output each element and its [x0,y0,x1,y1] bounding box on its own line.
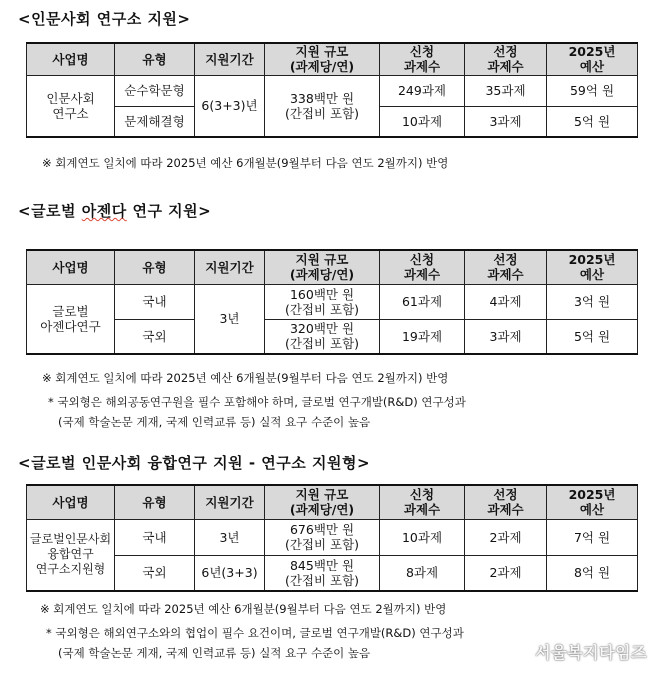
section2-note-3: (국제 학술논문 게재, 국제 인력교류 등) 실적 요구 수준이 높음 [58,415,371,429]
type-cell: 국외 [115,319,195,354]
type-cell: 국내 [115,284,195,319]
type-cell: 문제해결형 [115,106,195,137]
header-period: 지원기간 [195,485,265,519]
header-applied: 신청 과제수 [380,43,465,75]
period-cell: 6년(3+3) [195,555,265,591]
section2-note-2: * 국외형은 해외공동연구원을 필수 포함해야 하며, 글로벌 연구개발(R&D) 연구성과 [48,395,466,409]
table-header-row [27,485,638,519]
selected-cell: 2과제 [465,555,547,591]
section3-title: <글로벌 인문사회 융합연구 지원 - 연구소 지원형> [18,454,371,472]
selected-cell: 3과제 [465,319,547,354]
section2-title-underlined: 아젠다 [81,202,127,220]
section3-note-2: * 국외형은 해외연구소와의 협업이 필수 요건이며, 글로벌 연구개발(R&D) 연구성과 [46,626,464,640]
header-period: 지원기간 [195,250,265,284]
applied-cell: 8과제 [380,555,465,591]
watermark: 서울복지타임즈 [535,643,647,662]
section2-note-1: ※ 회계연도 일치에 따라 2025년 예산 6개월분(9월부터 다음 연도 2월까지) 반영 [42,371,449,385]
section3-note-1: ※ 회계연도 일치에 따라 2025년 예산 6개월분(9월부터 다음 연도 2월까지) 반영 [40,602,447,616]
header-applied: 신청 과제수 [380,250,465,284]
section3-note-3: (국제 학술논문 게재, 국제 인력교류 등) 실적 요구 수준이 높음 [58,646,371,660]
header-budget: 2025년 예산 [547,250,638,284]
table-header-row [27,250,638,284]
section2-table [26,249,638,355]
header-scale: 지원 규모 (과제당/연) [265,43,380,75]
budget-cell: 5억 원 [547,106,638,137]
scale-cell: 338백만 원 (간접비 포함) [265,75,380,137]
header-period: 지원기간 [195,43,265,75]
section1-note: ※ 회계연도 일치에 따라 2025년 예산 6개월분(9월부터 다음 연도 2월까지) 반영 [42,156,449,170]
section2-title-suffix: 연구 지원> [126,202,212,220]
applied-cell: 19과제 [380,319,465,354]
section1-title: <인문사회 연구소 지원> [18,10,191,28]
header-program: 사업명 [27,485,115,519]
section2-title [18,200,211,221]
header-program: 사업명 [27,43,115,75]
budget-cell: 59억 원 [547,75,638,106]
header-budget: 2025년 예산 [547,485,638,519]
table-header-row [27,43,638,75]
scale-cell: 845백만 원 (간접비 포함) [265,555,380,591]
section3-table [26,484,638,592]
type-cell: 국내 [115,519,195,555]
header-type: 유형 [115,485,195,519]
table-row [27,284,638,319]
selected-cell: 2과제 [465,519,547,555]
budget-cell: 5억 원 [547,319,638,354]
section2-title-prefix: <글로벌 [18,202,82,220]
applied-cell: 10과제 [380,106,465,137]
type-cell: 순수학문형 [115,75,195,106]
header-type: 유형 [115,43,195,75]
scale-cell: 676백만 원 (간접비 포함) [265,519,380,555]
type-cell: 국외 [115,555,195,591]
table-row [27,319,638,354]
period-cell: 6(3+3)년 [195,75,265,137]
budget-cell: 3억 원 [547,284,638,319]
header-scale: 지원 규모 (과제당/연) [265,250,380,284]
header-budget: 2025년 예산 [547,43,638,75]
scale-cell: 160백만 원 (간접비 포함) [265,284,380,319]
header-type: 유형 [115,250,195,284]
program-name: 글로벌 아젠다연구 [27,284,115,354]
budget-cell: 7억 원 [547,519,638,555]
applied-cell: 249과제 [380,75,465,106]
header-selected: 선정 과제수 [465,43,547,75]
table-row [27,555,638,591]
header-applied: 신청 과제수 [380,485,465,519]
header-selected: 선정 과제수 [465,250,547,284]
program-name: 글로벌인문사회 융합연구 연구소지원형 [27,519,115,591]
applied-cell: 61과제 [380,284,465,319]
program-name: 인문사회 연구소 [27,75,115,137]
header-scale: 지원 규모 (과제당/연) [265,485,380,519]
scale-cell: 320백만 원 (간접비 포함) [265,319,380,354]
selected-cell: 3과제 [465,106,547,137]
budget-cell: 8억 원 [547,555,638,591]
header-program: 사업명 [27,250,115,284]
selected-cell: 4과제 [465,284,547,319]
table-row [27,75,638,106]
section1-table [26,42,638,138]
header-selected: 선정 과제수 [465,485,547,519]
selected-cell: 35과제 [465,75,547,106]
applied-cell: 10과제 [380,519,465,555]
period-cell: 3년 [195,519,265,555]
table-row [27,519,638,555]
period-cell: 3년 [195,284,265,354]
